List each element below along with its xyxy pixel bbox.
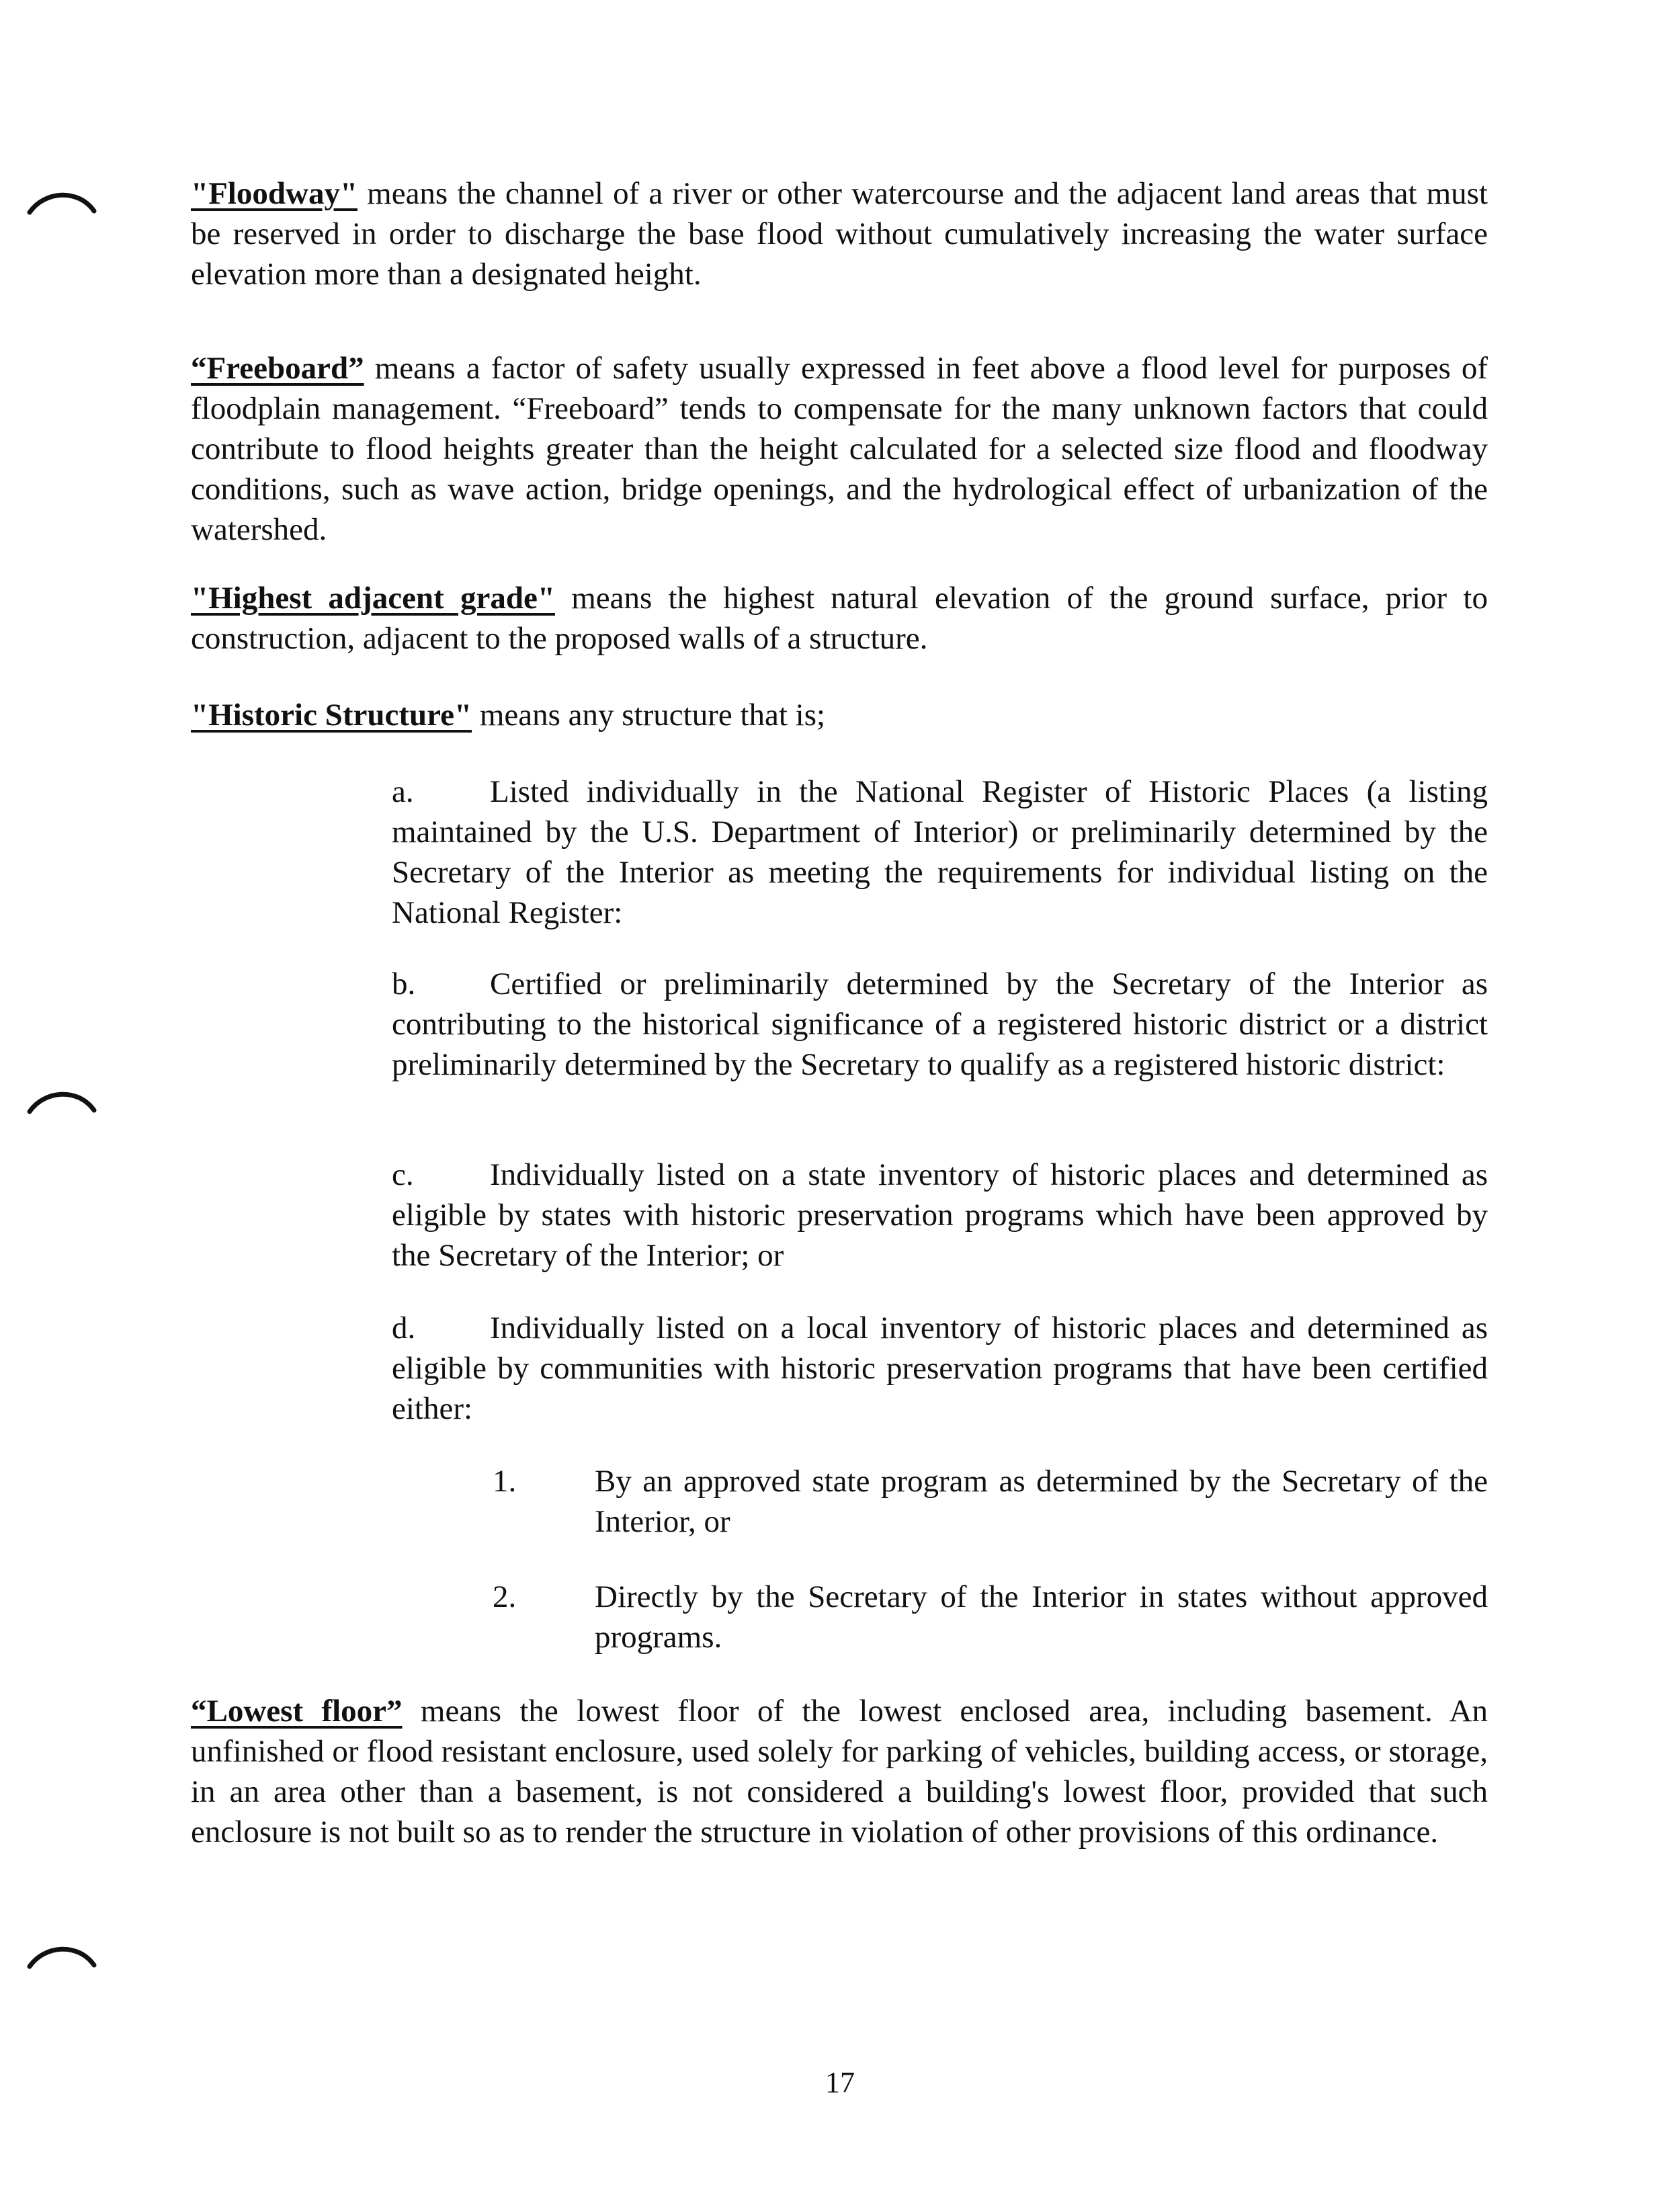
definition-highest-adjacent-grade xyxy=(191,578,1488,659)
criterion-text: Individually listed on a state inventory of historic places and determined as eligible by states with historic preservation programs which have been approved by the Secretary of the Interior; or xyxy=(392,1157,1488,1273)
criterion-letter: b. xyxy=(392,966,416,1001)
criterion-letter: c. xyxy=(392,1157,414,1192)
criterion-text: Individually listed on a local inventory of historic places and determined as eligible by communities with historic preservation programs that have been certified either: xyxy=(392,1311,1488,1426)
term-highest-adjacent-grade: "Highest adjacent grade" xyxy=(191,581,555,616)
subcriterion-number: 1. xyxy=(493,1464,517,1499)
definition-text: means the lowest floor of the lowest enclosed area, including basement. An unfinished or flood resistant enclosure, used solely for parking of vehicles, building access, or storage, in an area other than a basement, is not considered a building's lowest floor, provided that such enclosure is not built so as to render the structure in violation of other provisions of this ordinance. xyxy=(191,1694,1488,1850)
term-freeboard: “Freeboard” xyxy=(191,351,364,386)
historic-criterion-d xyxy=(392,1308,1488,1429)
criterion-text: Listed individually in the National Register of Historic Places (a listing maintained by the U.S. Department of Interior) or preliminarily determined by the Secretary of the Interior as meeting the requirements for individual listing on the National Register: xyxy=(392,774,1488,930)
definition-text: means the highest natural elevation of the ground surface, prior to construction, adjacent to the proposed walls of a structure. xyxy=(191,581,1488,656)
punch-hole-mark xyxy=(24,1087,98,1114)
term-lowest-floor: “Lowest floor” xyxy=(191,1694,403,1729)
definition-text: means the channel of a river or other watercourse and the adjacent land areas that must be reserved in order to discharge the base flood without cumulatively increasing the water surface elevation more than a designated height. xyxy=(191,176,1488,292)
definition-text: means any structure that is; xyxy=(472,698,826,733)
term-historic-structure: "Historic Structure" xyxy=(191,698,472,733)
subcriterion-text: Directly by the Secretary of the Interior in states without approved programs. xyxy=(595,1579,1488,1655)
historic-criterion-a xyxy=(392,772,1488,933)
criterion-letter: d. xyxy=(392,1311,416,1345)
definition-lowest-floor xyxy=(191,1691,1488,1852)
subcriterion-number: 2. xyxy=(493,1579,517,1614)
page-number: 17 xyxy=(825,2066,855,2099)
punch-hole-mark xyxy=(24,188,98,215)
historic-criterion-b xyxy=(392,964,1488,1085)
definition-floodway xyxy=(191,173,1488,294)
criterion-text: Certified or preliminarily determined by the Secretary of the Interior as contributing to the historical significance of a registered historic district or a district preliminarily determined by the Secretary to qualify as a registered historic district: xyxy=(392,966,1488,1082)
term-floodway: "Floodway" xyxy=(191,176,358,211)
historic-criterion-c xyxy=(392,1155,1488,1276)
definition-text: means a factor of safety usually expressed in feet above a flood level for purposes of floodplain management. “Freeboard” tends to compensate for the many unknown factors that could contribute to flood heights greater than the height calculated for a selected size flood and floodway conditions, such as wave action, bridge openings, and the hydrological effect of urbanization of the watershed. xyxy=(191,351,1488,547)
definition-freeboard xyxy=(191,348,1488,550)
punch-hole-mark xyxy=(24,1942,98,1969)
criterion-letter: a. xyxy=(392,774,414,809)
subcriterion-text: By an approved state program as determined by the Secretary of the Interior, or xyxy=(595,1464,1488,1539)
definition-historic-structure xyxy=(191,695,1488,735)
